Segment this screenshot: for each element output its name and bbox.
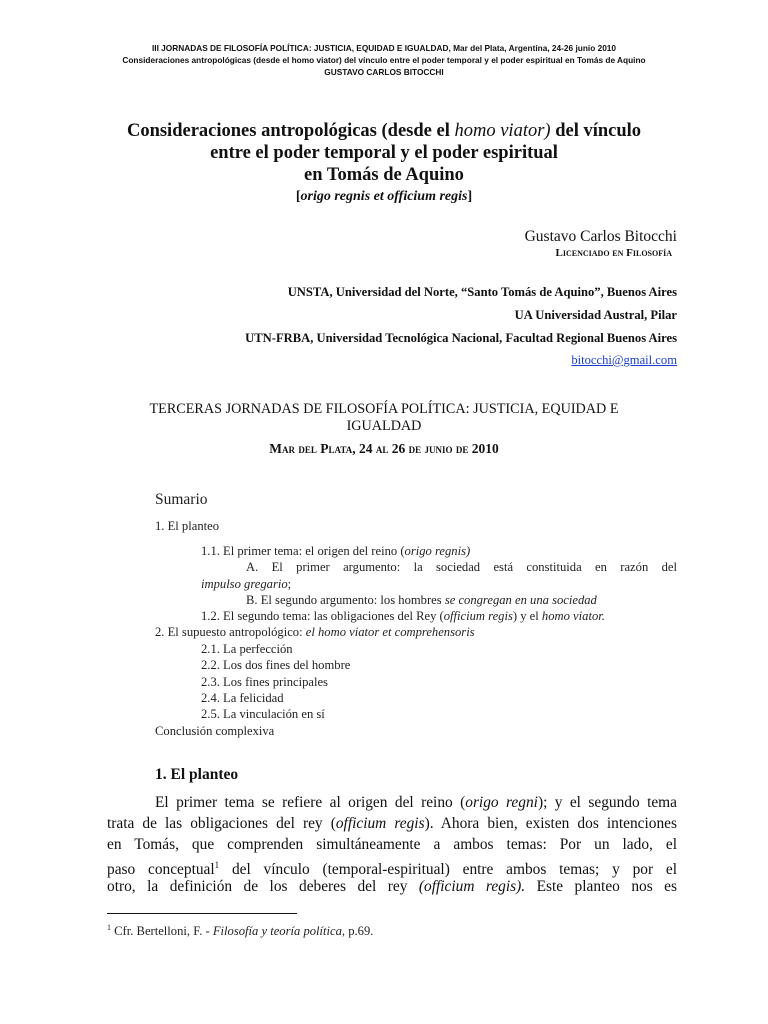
sumario-heading: Sumario <box>155 491 208 508</box>
affiliation-1: UNSTA, Universidad del Norte, “Santo Tomás de Aquino”, Buenos Aires <box>287 285 677 299</box>
toc-item-A-cont: impulso gregario; <box>201 577 292 591</box>
toc-item-2-3: 2.3. Los fines principales <box>201 675 328 689</box>
footnote-rule <box>107 913 297 914</box>
affiliation-2: UA Universidad Austral, Pilar <box>514 308 677 322</box>
toc-item-2-1: 2.1. La perfección <box>201 642 293 656</box>
toc-item-2: 2. El supuesto antropológico: el homo viator et comprehensoris <box>155 625 475 639</box>
email-link[interactable]: bitocchi@gmail.com <box>571 353 677 367</box>
author-name: Gustavo Carlos Bitocchi <box>524 228 677 245</box>
toc-item-A: A. El primer argumento: la sociedad está constituida en razón del <box>246 560 677 574</box>
running-header-line-2: Consideraciones antropológicas (desde el homo viator) del vínculo entre el poder temporal y el poder espiritual en Tomás de Aquino <box>122 55 646 65</box>
body-line-5: otro, la definición de los deberes del rey (officium regis). Este planteo nos es <box>107 878 677 895</box>
author-degree: Licenciado en Filosofía <box>555 247 672 259</box>
section-1-heading: 1. El planteo <box>155 766 239 783</box>
title-line-2: entre el poder temporal y el poder espiritual <box>210 143 558 163</box>
title-line-1: Consideraciones antropológicas (desde el homo viator) del vínculo <box>126 121 642 141</box>
toc-item-1: 1. El planteo <box>155 519 220 533</box>
running-header-line-1: III JORNADAS DE FILOSOFÍA POLÍTICA: JUSTICIA, EQUIDAD E IGUALDAD, Mar del Plata, Argentina, 24-26 junio 2010 <box>151 43 617 53</box>
toc-item-1-2: 1.2. El segundo tema: las obligaciones del Rey (officium regis) y el homo viator. <box>201 609 605 623</box>
toc-conclusion: Conclusión complexiva <box>155 724 275 738</box>
footnote-ref[interactable]: 1 <box>214 860 220 870</box>
conference-line-2: IGUALDAD <box>346 418 422 434</box>
body-line-3: en Tomás, que comprenden simultáneamente a ambos temas: Por un lado, el <box>107 836 677 853</box>
body-line-4: paso conceptual$^1$ del vínculo (temporal-espiritual) entre ambos temas; y por el <box>107 860 677 879</box>
toc-item-2-2: 2.2. Los dos fines del hombre <box>201 658 351 672</box>
title-line-3: en Tomás de Aquino <box>304 165 464 185</box>
conference-line-1: TERCERAS JORNADAS DE FILOSOFÍA POLÍTICA: JUSTICIA, EQUIDAD E <box>149 401 619 417</box>
email-link-wrap <box>571 353 677 368</box>
toc-item-B: B. El segundo argumento: los hombres se congregan en una sociedad <box>246 593 597 607</box>
toc-item-2-4: 2.4. La felicidad <box>201 691 284 705</box>
footnote-text: $^1$ Cfr. Bertelloni, F. - Filosofía y teoría política, p.69. <box>107 923 374 939</box>
subtitle: [origo regnis et officium regis] <box>295 189 473 204</box>
toc-item-2-5: 2.5. La vinculación en sí <box>201 707 325 721</box>
conference-date: Mar del Plata, 24 al 26 de junio de 2010 <box>269 441 499 456</box>
toc-item-1-1: 1.1. El primer tema: el origen del reino (origo regnis) <box>201 544 471 558</box>
body-line-1: El primer tema se refiere al origen del reino (origo regni); y el segundo tema <box>155 794 677 811</box>
running-header-author: GUSTAVO CARLOS BITOCCHI <box>324 67 444 77</box>
body-line-2: trata de las obligaciones del rey (officium regis). Ahora bien, existen dos intenciones <box>107 815 677 832</box>
affiliation-3: UTN-FRBA, Universidad Tecnológica Nacional, Facultad Regional Buenos Aires <box>245 331 677 345</box>
